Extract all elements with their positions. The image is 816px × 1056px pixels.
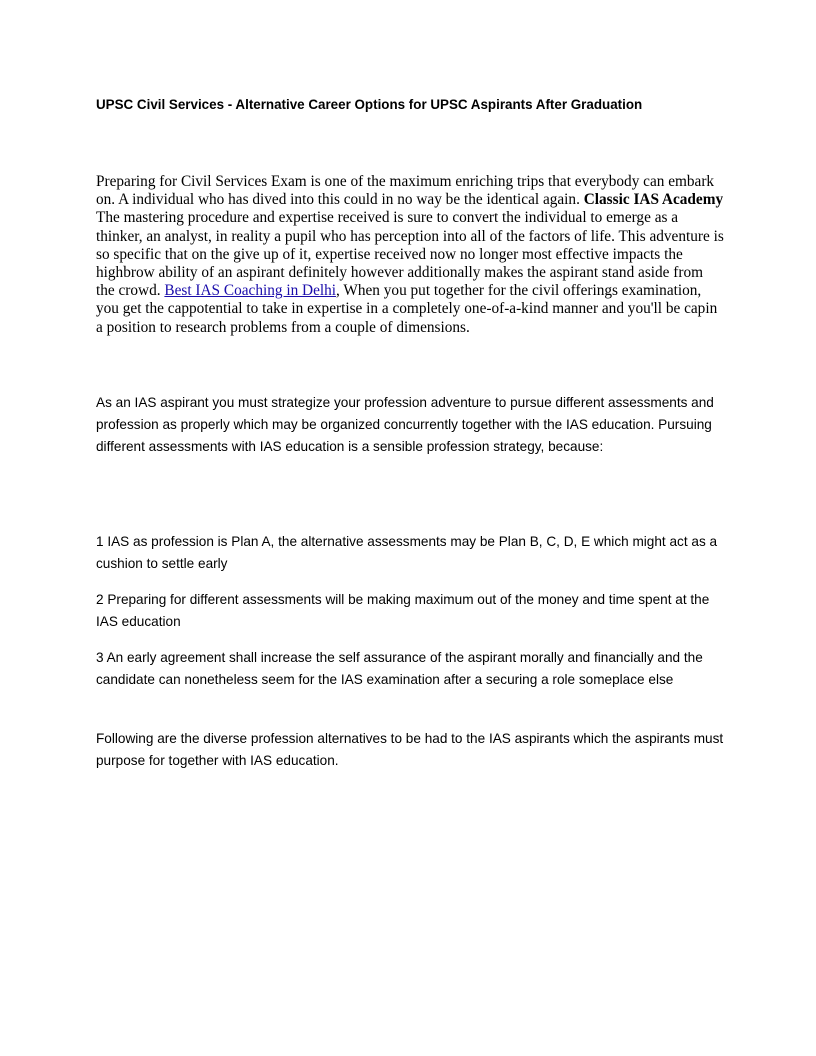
list-item-number: 1	[96, 534, 104, 549]
best-ias-coaching-link[interactable]: Best IAS Coaching in Delhi	[164, 282, 337, 300]
list-item-number: 2	[96, 592, 104, 607]
intro-paragraph	[96, 173, 724, 337]
list-item-number: 3	[96, 650, 104, 665]
academy-name-bold: Classic IAS Academy	[583, 191, 724, 209]
list-item-text: Preparing for different assessments will be making maximum out of the money and time spent at the IAS education	[96, 592, 710, 629]
list-item-text: IAS as profession is Plan A, the alternative assessments may be Plan B, C, D, E which might act as a cushion to settle early	[96, 534, 718, 571]
closing-paragraph: Following are the diverse profession alternatives to be had to the IAS aspirants which the aspirants must purpose for together with IAS education.	[96, 731, 724, 768]
document-title: UPSC Civil Services - Alternative Career Options for UPSC Aspirants After Graduation	[96, 97, 643, 112]
intro-text-end: , When you put together for the civil offerings examination, you get the cappotential to take in expertise in a completely one-of-a-kind manner and you'll be capin a position to research problems from a couple of dimensions.	[96, 282, 718, 336]
list-item	[96, 647, 724, 691]
list-item	[96, 589, 724, 633]
intro-text-start: Preparing for Civil Services Exam is one of the maximum enriching trips that everybody can embark on. A individual who has dived into this could in no way be the identical again.	[96, 173, 715, 209]
list-item	[96, 531, 724, 575]
intro-text-middle: The mastering procedure and expertise received is sure to convert the individual to emerge as a thinker, an analyst, in reality a pupil who has perception into all of the factors of life. This adventure is so specific that on the give up of it, expertise received now no longer most effective impacts the highbrow ability of an aspirant definitely however additionally makes the aspirant stand aside from the crowd.	[96, 209, 724, 300]
list-item-text: An early agreement shall increase the self assurance of the aspirant morally and financially and the candidate can nonetheless seem for the IAS examination after a securing a role someplace else	[96, 650, 703, 687]
aspirant-paragraph: As an IAS aspirant you must strategize your profession adventure to pursue different assessments and profession as properly which may be organized concurrently together with the IAS education. Pursuing different assessments with IAS education is a sensible profession strategy, because:	[96, 395, 714, 454]
